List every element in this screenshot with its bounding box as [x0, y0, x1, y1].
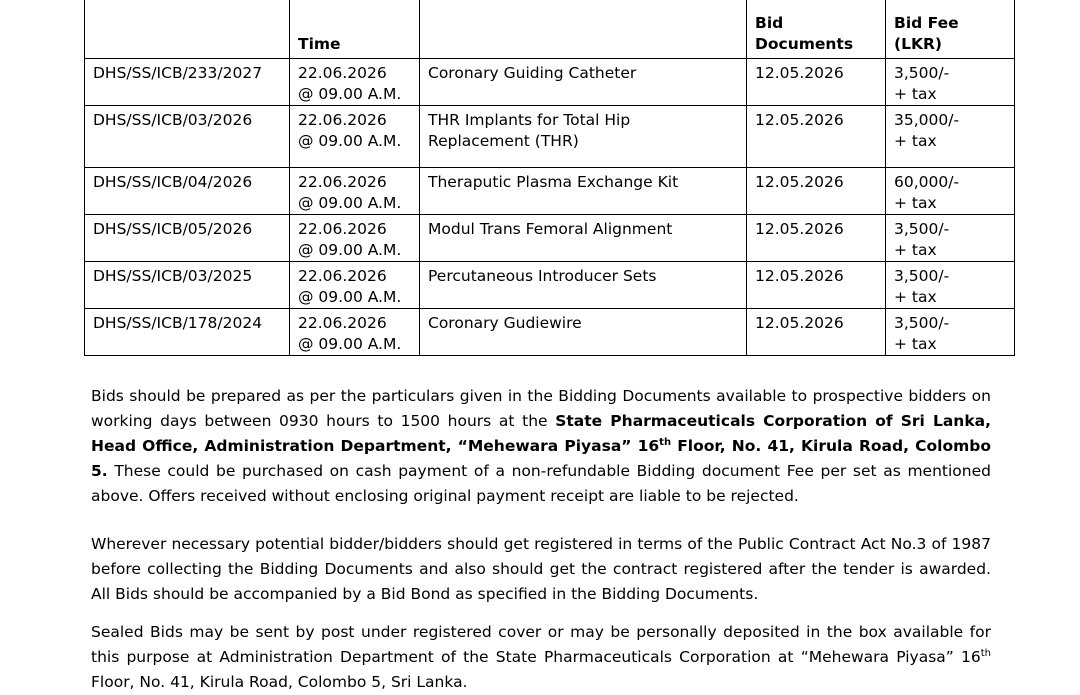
closing-time: 22.06.2026 @ 09.00 A.M.: [290, 215, 420, 262]
issue-date: 12.05.2026: [747, 59, 886, 106]
table-header-row: [85, 0, 1015, 59]
closing-time: 22.06.2026 @ 09.00 A.M.: [290, 309, 420, 356]
item-description: Percutaneous Introducer Sets: [420, 262, 747, 309]
bid-reference: DHS/SS/ICB/05/2026: [85, 215, 290, 262]
bid-fee: 3,500/- + tax: [886, 309, 1015, 356]
closing-time: 22.06.2026 @ 09.00 A.M.: [290, 262, 420, 309]
paragraph-bidding-documents: Bids should be prepared as per the particulars given in the Bidding Documents available to prospective bidders on working days between 0930 hours to 1500 hours at the State Pharmaceuticals Corporation of Sri Lanka, Head Office, Administration Department, “Mehewara Piyasa” 16th Floor, No. 41, Kirula Road, Colombo 5. These could be purchased on cash payment of a non-refundable Bidding document Fee per set as mentioned above. Offers received without enclosing original payment receipt are liable to be rejected.: [91, 387, 992, 505]
paragraph-registration: Wherever necessary potential bidder/bidders should get registered in terms of the Public Contract Act No.3 of 1987 before collecting the Bidding Documents and also should get the contract registered after the tender is awarded. All Bids should be accompanied by a Bid Bond as specified in the Bidding Documents.: [91, 535, 991, 603]
bid-reference: DHS/SS/ICB/178/2024: [85, 309, 290, 356]
issue-date: 12.05.2026: [747, 106, 886, 168]
bid-fee: 3,500/- + tax: [886, 59, 1015, 106]
issue-date: 12.05.2026: [747, 309, 886, 356]
item-description: Coronary Gudiewire: [420, 309, 747, 356]
table-row: [85, 106, 1015, 168]
issue-date: 12.05.2026: [747, 168, 886, 215]
table-row: [85, 309, 1015, 356]
closing-time: 22.06.2026 @ 09.00 A.M.: [290, 106, 420, 168]
bid-reference: DHS/SS/ICB/03/2026: [85, 106, 290, 168]
issue-date: 12.05.2026: [747, 215, 886, 262]
item-description: Theraputic Plasma Exchange Kit: [420, 168, 747, 215]
issue-date: 12.05.2026: [747, 262, 886, 309]
bid-fee: 3,500/- + tax: [886, 215, 1015, 262]
bid-fee: 60,000/- + tax: [886, 168, 1015, 215]
bid-fee: 35,000/- + tax: [886, 106, 1015, 168]
spc-address: State Pharmaceuticals Corporation of Sri Lanka, Head Office, Administration Department, “Mehewara Piyasa” 16th Floor, No. 41, Kirula Road, Colombo 5.: [91, 412, 992, 480]
bid-fee: 3,500/- + tax: [886, 262, 1015, 309]
header-description: [420, 0, 747, 59]
header-reference: [85, 0, 290, 59]
header-bid-fee: Bid Fee (LKR): [886, 0, 1015, 59]
bid-reference: DHS/SS/ICB/03/2025: [85, 262, 290, 309]
table-row: [85, 262, 1015, 309]
item-description: THR Implants for Total Hip Replacement (THR): [420, 106, 747, 168]
table-row: [85, 215, 1015, 262]
bid-reference: DHS/SS/ICB/04/2026: [85, 168, 290, 215]
closing-time: 22.06.2026 @ 09.00 A.M.: [290, 59, 420, 106]
bid-reference: DHS/SS/ICB/233/2027: [85, 59, 290, 106]
bid-table: [84, 0, 1015, 356]
paragraph-sealed-bids: Sealed Bids may be sent by post under registered cover or may be personally deposited in the box available for this purpose at Administration Department of the State Pharmaceuticals Corporation at “Mehewara Piyasa” 16th Floor, No. 41, Kirula Road, Colombo 5, Sri Lanka.: [91, 623, 991, 691]
item-description: Modul Trans Femoral Alignment: [420, 215, 747, 262]
header-time: Time: [290, 0, 420, 59]
table-row: [85, 59, 1015, 106]
item-description: Coronary Guiding Catheter: [420, 59, 747, 106]
closing-time: 22.06.2026 @ 09.00 A.M.: [290, 168, 420, 215]
header-bid-documents: Bid Documents: [747, 0, 886, 59]
table-row: [85, 168, 1015, 215]
